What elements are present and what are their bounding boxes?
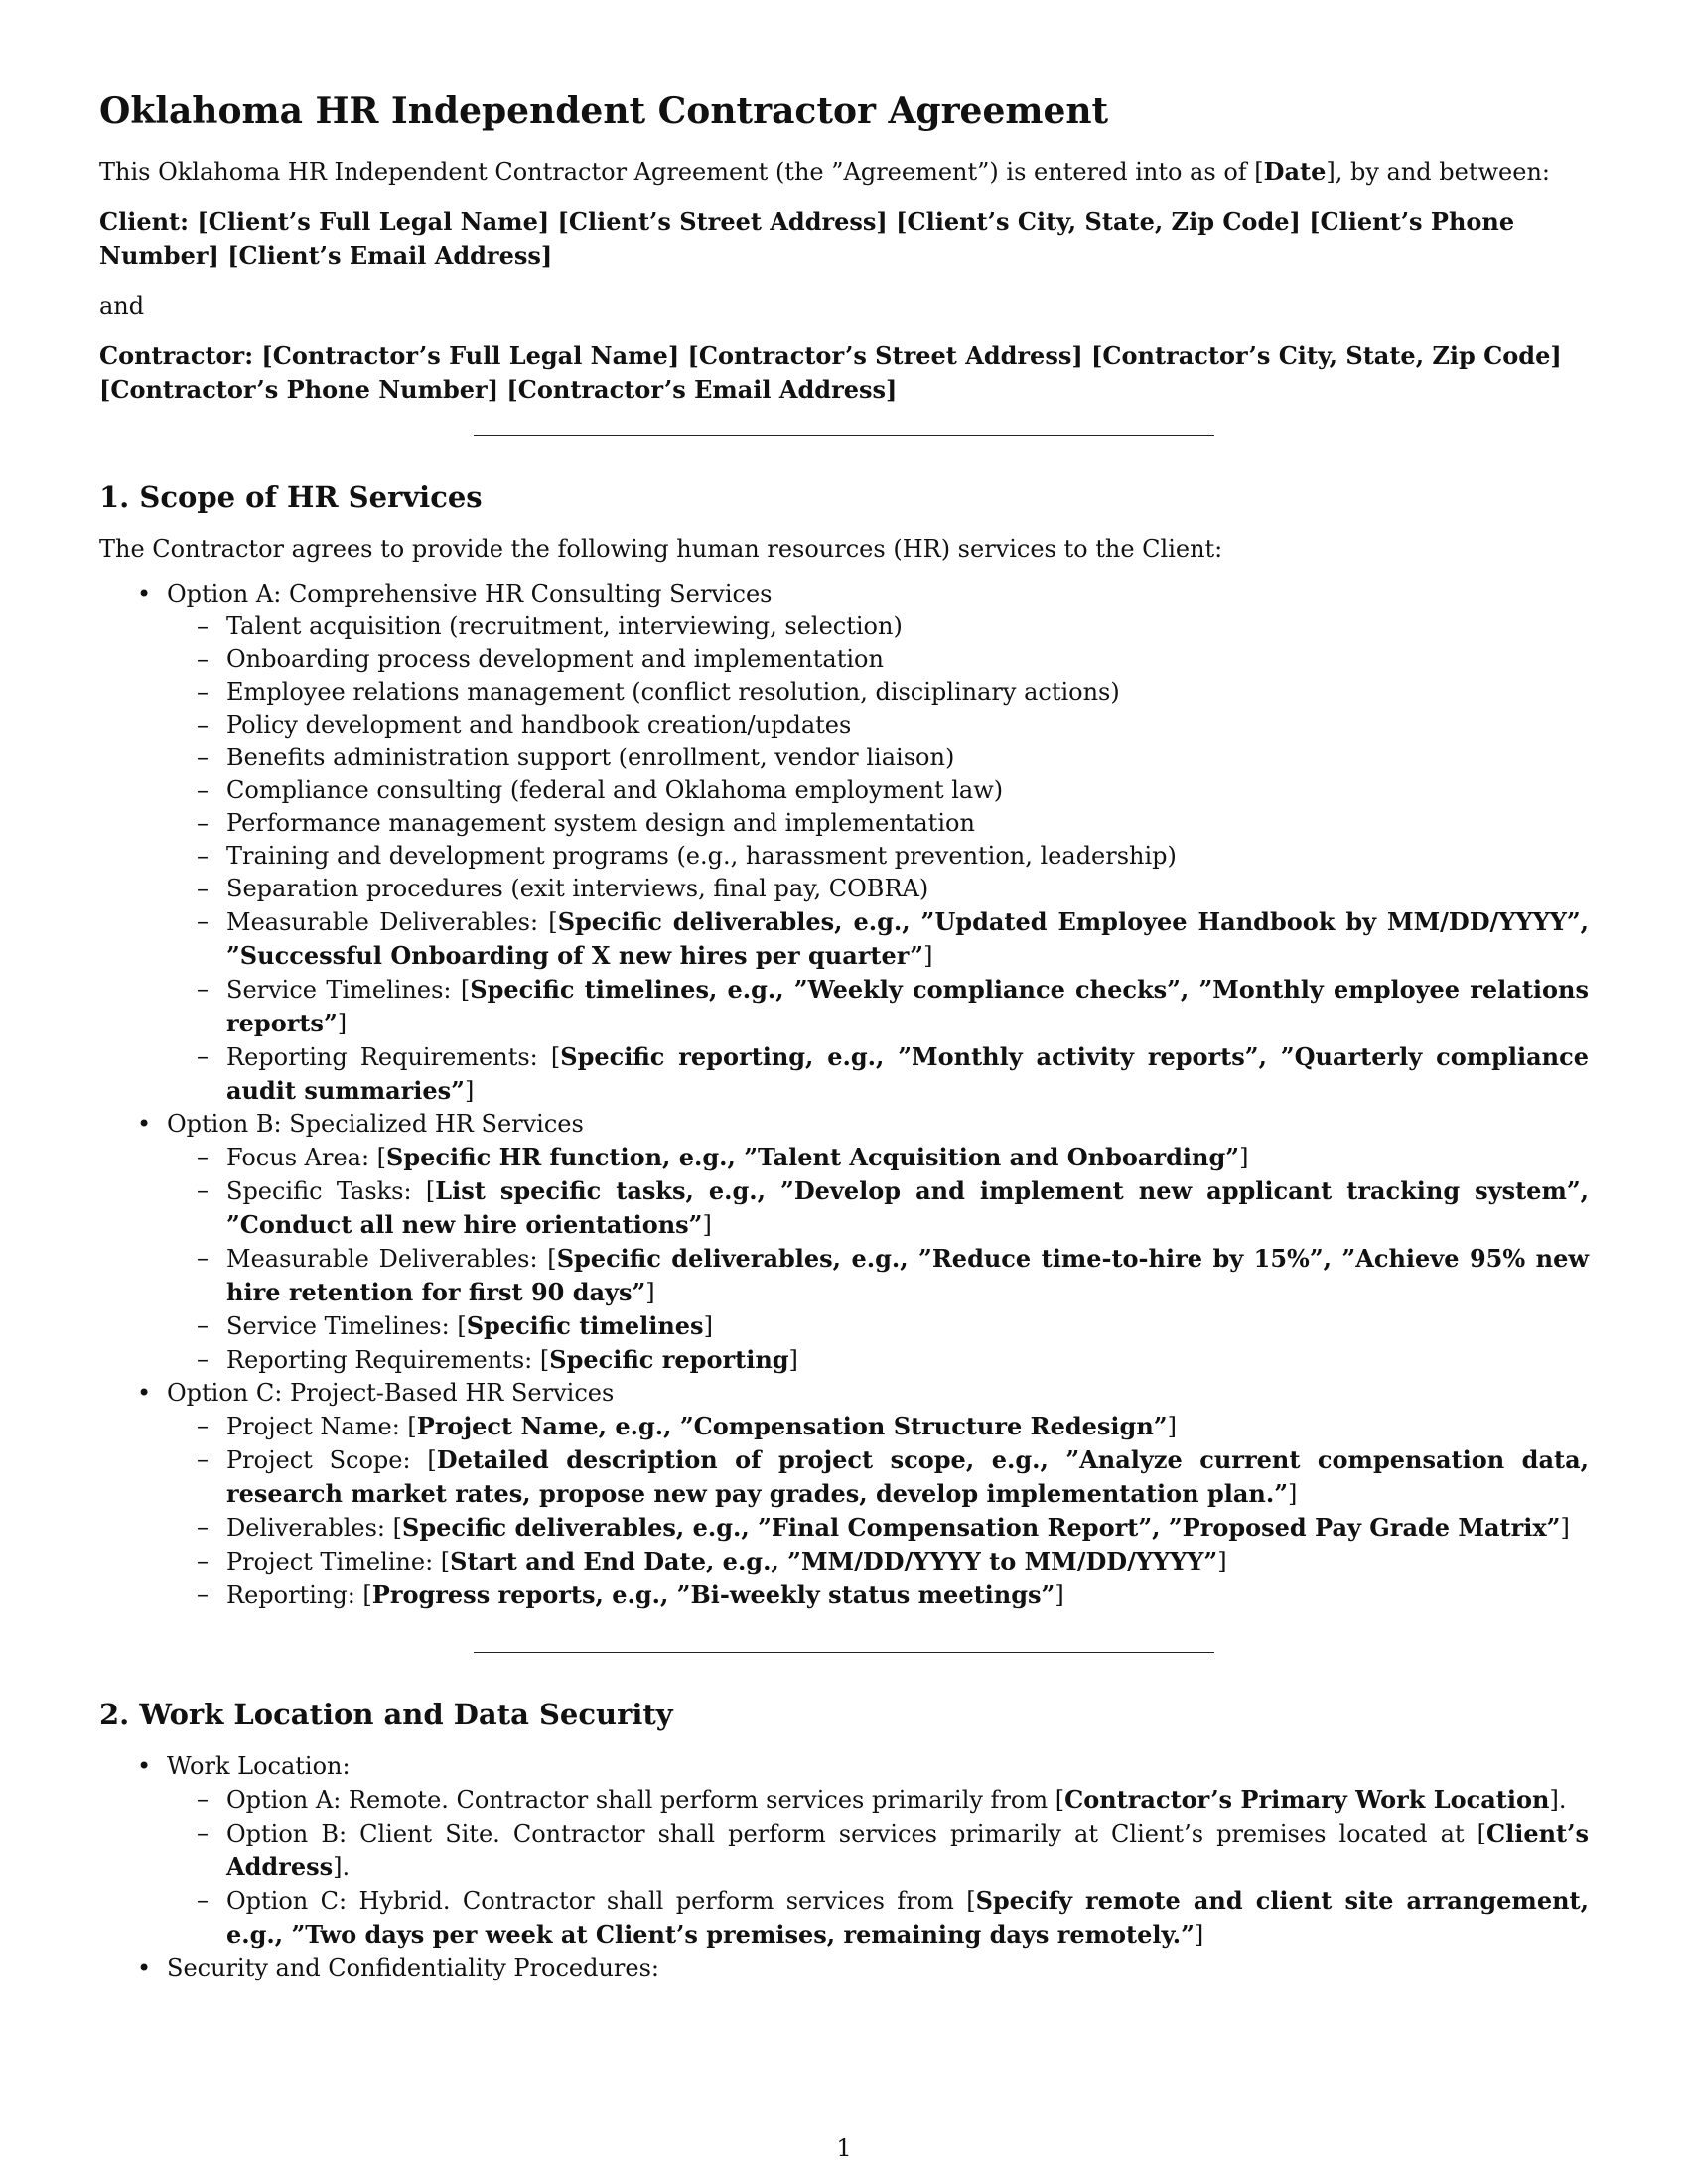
list-item: – Employee relations management (conflict resolution, disciplinary actions) xyxy=(167,676,1589,709)
section-divider xyxy=(474,435,1214,436)
work-location-item: • Work Location: – Option A: Remote. Contractor shall perform services primarily from [Contractor’s Primary Work Location]. – Option B: Client Site. Contractor shall perform services primarily at Client’s premises located at [Client’s Address]. – Option C: Hybrid. Contractor shall perform services from [Specify remote and client site arrangement, e.g., ”Two days per week at Client’s premises, remaining days remotely.”] xyxy=(99,1750,1589,1952)
option-c-sublist xyxy=(167,1410,1589,1612)
date-placeholder: Date xyxy=(1263,157,1327,186)
option-b-item: • Option B: Specialized HR Services – Focus Area: [Specific HR function, e.g., ”Talent Acquisition and Onboarding”] – Specific Tasks: [List specific tasks, e.g., ”Develop and implement new applicant tracking system”, ”Conduct all new hire orientations”] – Measurable Deliverables: [Specific deliverables, e.g., ”Reduce time-to-hire by 15%”, ”Achieve 95% new hire retention for first 90 days”] – Service Timelines: [Specific timelines] – Reporting Requirements: [Specific reporting] xyxy=(99,1108,1589,1377)
client-details: [Client’s Full Legal Name] [Client’s Street Address] [Client’s City, State, Zip Code] [Client’s Phone Number] [Client’s Email Address] xyxy=(99,207,1515,270)
page-number: 1 xyxy=(836,2134,852,2162)
list-item: – Talent acquisition (recruitment, interviewing, selection) xyxy=(167,611,1589,643)
document-page xyxy=(99,87,1589,1984)
contractor-details: [Contractor’s Full Legal Name] [Contractor’s Street Address] [Contractor’s City, State, Zip Code] [Contractor’s Phone Number] [Contractor’s Email Address] xyxy=(99,341,1562,404)
section-1-intro: The Contractor agrees to provide the following human resources (HR) services to the Client: xyxy=(99,535,1223,563)
option-a-sublist xyxy=(167,611,1589,1108)
list-item: – Service Timelines: [Specific timelines] xyxy=(167,1309,1589,1343)
list-item: – Project Scope: [Detailed description of project scope, e.g., ”Analyze current compensation data, research market rates, propose new pay grades, develop implementation plan.”] xyxy=(167,1443,1589,1511)
work-location-sublist xyxy=(167,1783,1589,1952)
list-item: – Benefits administration support (enrollment, vendor liaison) xyxy=(167,742,1589,774)
list-item: – Project Name: [Project Name, e.g., ”Compensation Structure Redesign”] xyxy=(167,1410,1589,1443)
list-item: – Compliance consulting (federal and Oklahoma employment law) xyxy=(167,774,1589,807)
list-item: – Service Timelines: [Specific timelines, e.g., ”Weekly compliance checks”, ”Monthly employee relations reports”] xyxy=(167,973,1589,1040)
list-item: – Option B: Client Site. Contractor shall perform services primarily at Client’s premises located at [Client’s Address]. xyxy=(167,1817,1589,1884)
section-1-title: 1. Scope of HR Services xyxy=(99,480,483,514)
list-item: – Reporting Requirements: [Specific reporting, e.g., ”Monthly activity reports”, ”Quarterly compliance audit summaries”] xyxy=(167,1040,1589,1108)
client-label: Client: xyxy=(99,207,189,236)
contractor-label: Contractor: xyxy=(99,341,254,370)
and-text: and xyxy=(99,292,145,320)
contractor-block xyxy=(99,340,1589,407)
client-block xyxy=(99,205,1589,273)
option-c-item: • Option C: Project-Based HR Services – Project Name: [Project Name, e.g., ”Compensation Structure Redesign”] – Project Scope: [Detailed description of project scope, e.g., ”Analyze current compensation data, research market rates, propose new pay grades, develop implementation plan.”] – Deliverables: [Specific deliverables, e.g., ”Final Compensation Report”, ”Proposed Pay Grade Matrix”] – Project Timeline: [Start and End Date, e.g., ”MM/DD/YYYY to MM/DD/YYYY”] – Reporting: [Progress reports, e.g., ”Bi-weekly status meetings”] xyxy=(99,1377,1589,1612)
option-b-sublist xyxy=(167,1141,1589,1377)
list-item: – Option C: Hybrid. Contractor shall perform services from [Specify remote and client site arrangement, e.g., ”Two days per week at Client’s premises, remaining days remotely.”] xyxy=(167,1884,1589,1952)
section-divider xyxy=(474,1652,1214,1653)
intro-paragraph: This Oklahoma HR Independent Contractor Agreement (the ”Agreement”) is entered into as of [Date], by and between: xyxy=(99,157,1550,186)
option-a-item: • Option A: Comprehensive HR Consulting Services – Talent acquisition (recruitment, interviewing, selection) – Onboarding process development and implementation – Employee relations management (conflict resolution, disciplinary actions) – Policy development and handbook creation/updates – Benefits administration support (enrollment, vendor liaison) – Compliance consulting (federal and Oklahoma employment law) – Performance management system design and implementation – Training and development programs (e.g., harassment prevention, leadership) – Separation procedures (exit interviews, final pay, COBRA) – Measurable Deliverables: [Specific deliverables, e.g., ”Updated Employee Handbook by MM/DD/YYYY”, ”Successful Onboarding of X new hires per quarter”] – Service Timelines: [Specific timelines, e.g., ”Weekly compliance checks”, ”Monthly employee relations reports”] – Reporting Requirements: [Specific reporting, e.g., ”Monthly activity reports”, ”Quarterly compliance audit summaries”] xyxy=(99,578,1589,1108)
list-item: – Separation procedures (exit interviews, final pay, COBRA) xyxy=(167,873,1589,905)
list-item: – Policy development and handbook creation/updates xyxy=(167,709,1589,742)
work-location-list xyxy=(99,1750,1589,1984)
list-item: – Option A: Remote. Contractor shall perform services primarily from [Contractor’s Primary Work Location]. xyxy=(167,1783,1589,1817)
security-item: • Security and Confidentiality Procedures: xyxy=(99,1952,1589,1984)
document-title: Oklahoma HR Independent Contractor Agreement xyxy=(99,90,1109,132)
list-item: – Specific Tasks: [List specific tasks, e.g., ”Develop and implement new applicant tracking system”, ”Conduct all new hire orientations”] xyxy=(167,1174,1589,1242)
list-item: – Focus Area: [Specific HR function, e.g., ”Talent Acquisition and Onboarding”] xyxy=(167,1141,1589,1174)
list-item: – Performance management system design and implementation xyxy=(167,807,1589,840)
list-item: – Measurable Deliverables: [Specific deliverables, e.g., ”Reduce time-to-hire by 15%”, ”Achieve 95% new hire retention for first 90 days”] xyxy=(167,1242,1589,1309)
list-item: – Measurable Deliverables: [Specific deliverables, e.g., ”Updated Employee Handbook by MM/DD/YYYY”, ”Successful Onboarding of X new hires per quarter”] xyxy=(167,905,1589,973)
scope-options-list xyxy=(99,578,1589,1612)
list-item: – Training and development programs (e.g., harassment prevention, leadership) xyxy=(167,840,1589,873)
list-item: – Deliverables: [Specific deliverables, e.g., ”Final Compensation Report”, ”Proposed Pay Grade Matrix”] xyxy=(167,1511,1589,1545)
list-item: – Onboarding process development and implementation xyxy=(167,643,1589,676)
list-item: – Reporting Requirements: [Specific reporting] xyxy=(167,1343,1589,1377)
list-item: – Project Timeline: [Start and End Date, e.g., ”MM/DD/YYYY to MM/DD/YYYY”] xyxy=(167,1545,1589,1578)
section-2-title: 2. Work Location and Data Security xyxy=(99,1698,673,1731)
list-item: – Reporting: [Progress reports, e.g., ”Bi-weekly status meetings”] xyxy=(167,1578,1589,1612)
